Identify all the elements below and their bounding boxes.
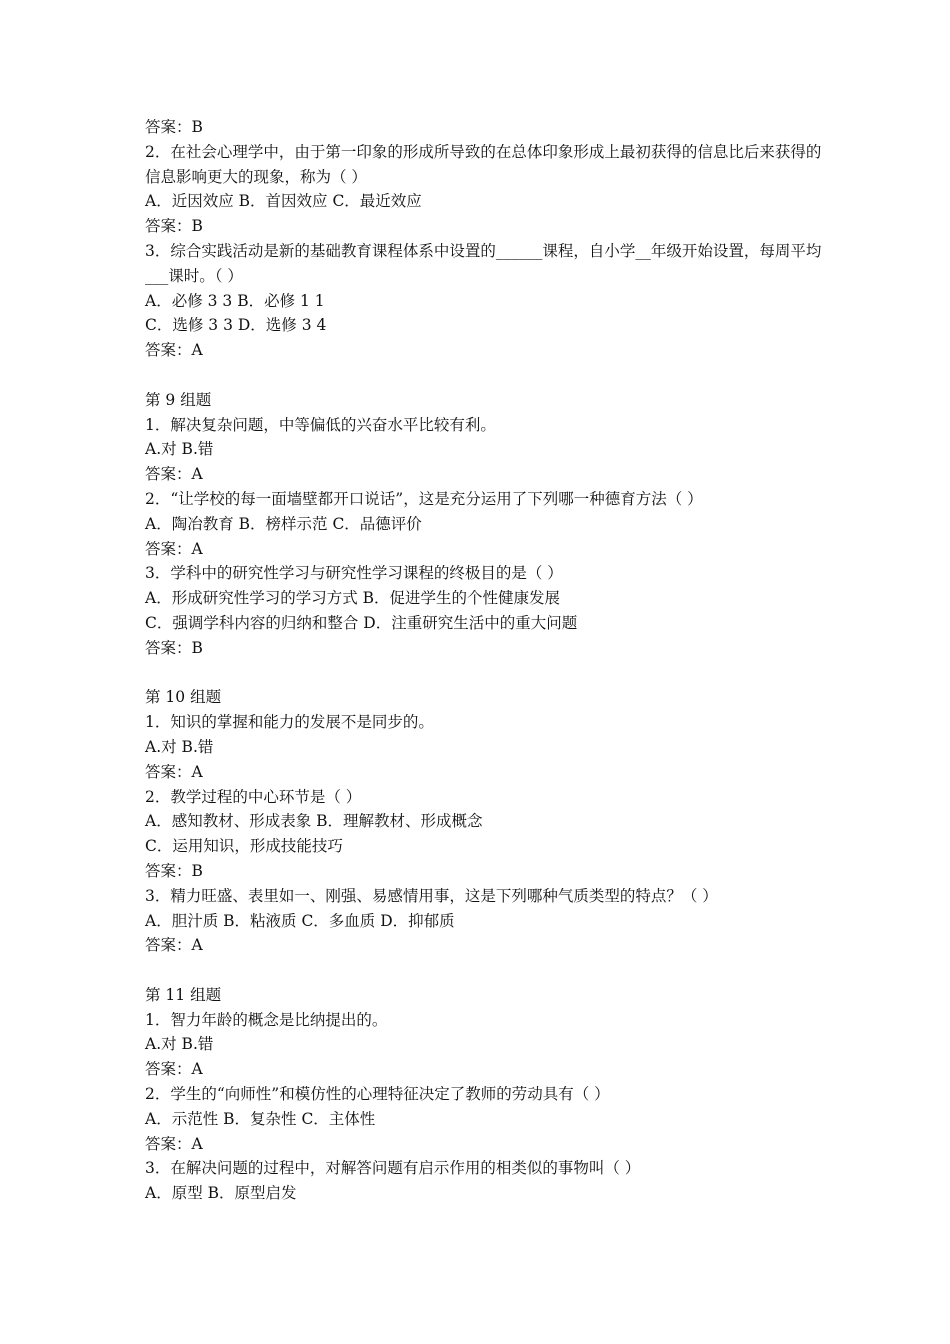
question-group xyxy=(145,983,825,1206)
question-line: 1．智力年龄的概念是比纳提出的。 xyxy=(145,1010,388,1029)
question-line: 1．知识的掌握和能力的发展不是同步的。 xyxy=(145,713,434,732)
options-line: A．胆汁质 B．粘液质 C．多血质 D．抑郁质 xyxy=(145,911,455,930)
question-line: 2．学生的“向师性”和模仿性的心理特征决定了教师的劳动具有（ ） xyxy=(145,1085,610,1104)
answer-line: 答案：A xyxy=(145,465,203,484)
question-line: 2．教学过程的中心环节是（ ） xyxy=(145,787,362,806)
answer-line: 答案：A xyxy=(145,762,203,781)
options-line: A．示范性 B．复杂性 C．主体性 xyxy=(145,1109,376,1128)
question-line: 1．解决复杂问题，中等偏低的兴奋水平比较有利。 xyxy=(145,415,496,434)
options-line: C．运用知识，形成技能技巧 xyxy=(145,837,343,856)
options-line: C．选修 3 3 D．选修 3 4 xyxy=(145,316,327,335)
answer-line: 答案：B xyxy=(145,217,203,236)
answer-line: 答案：B xyxy=(145,861,203,880)
answer-line: 答案：B xyxy=(145,638,203,657)
group-heading: 第 9 组题 xyxy=(145,390,212,409)
group-heading: 第 10 组题 xyxy=(145,688,222,707)
group-heading: 第 11 组题 xyxy=(145,985,222,1004)
options-line: A．形成研究性学习的学习方式 B．促进学生的个性健康发展 xyxy=(145,589,561,608)
question-line: 3．学科中的研究性学习与研究性学习课程的终极目的是（ ） xyxy=(145,564,563,583)
answer-line: 答案：B xyxy=(145,118,203,136)
answer-line: 答案：A xyxy=(145,341,203,360)
question-line: 2．“让学校的每一面墙壁都开口说话”，这是充分运用了下列哪一种德育方法（ ） xyxy=(145,489,703,508)
document-body xyxy=(145,115,825,1206)
options-line: C．强调学科内容的归纳和整合 D．注重研究生活中的重大问题 xyxy=(145,613,578,632)
question-line: 3．在解决问题的过程中，对解答问题有启示作用的相类似的事物叫（ ） xyxy=(145,1159,641,1178)
question-group xyxy=(145,685,825,958)
question-line: 3．精力旺盛、表里如一、刚强、易感情用事，这是下列哪种气质类型的特点？（ ） xyxy=(145,886,718,905)
options-line: A．必修 3 3 B．必修 1 1 xyxy=(145,291,325,310)
options-line: A．原型 B．原型启发 xyxy=(145,1184,297,1203)
question-group xyxy=(145,115,825,363)
question-group xyxy=(145,388,825,661)
answer-line: 答案：A xyxy=(145,1134,203,1153)
options-line: A．近因效应 B．首因效应 C．最近效应 xyxy=(145,192,422,211)
question-line: 3．综合实践活动是新的基础教育课程体系中设置的______课程，自小学__年级开始设置，每周平均___课时。（ ） xyxy=(145,241,822,285)
options-line: A.对 B.错 xyxy=(145,1035,214,1054)
options-line: A.对 B.错 xyxy=(145,737,214,756)
answer-line: 答案：A xyxy=(145,1060,203,1079)
question-line: 2．在社会心理学中，由于第一印象的形成所导致的在总体印象形成上最初获得的信息比后来获得的信息影响更大的现象，称为（ ） xyxy=(145,142,822,186)
options-line: A.对 B.错 xyxy=(145,440,214,459)
group-spacer xyxy=(145,958,825,983)
answer-line: 答案：A xyxy=(145,936,203,955)
options-line: A．感知教材、形成表象 B．理解教材、形成概念 xyxy=(145,812,483,831)
group-spacer xyxy=(145,363,825,388)
answer-line: 答案：A xyxy=(145,539,203,558)
group-spacer xyxy=(145,661,825,686)
options-line: A．陶冶教育 B．榜样示范 C．品德评价 xyxy=(145,514,422,533)
